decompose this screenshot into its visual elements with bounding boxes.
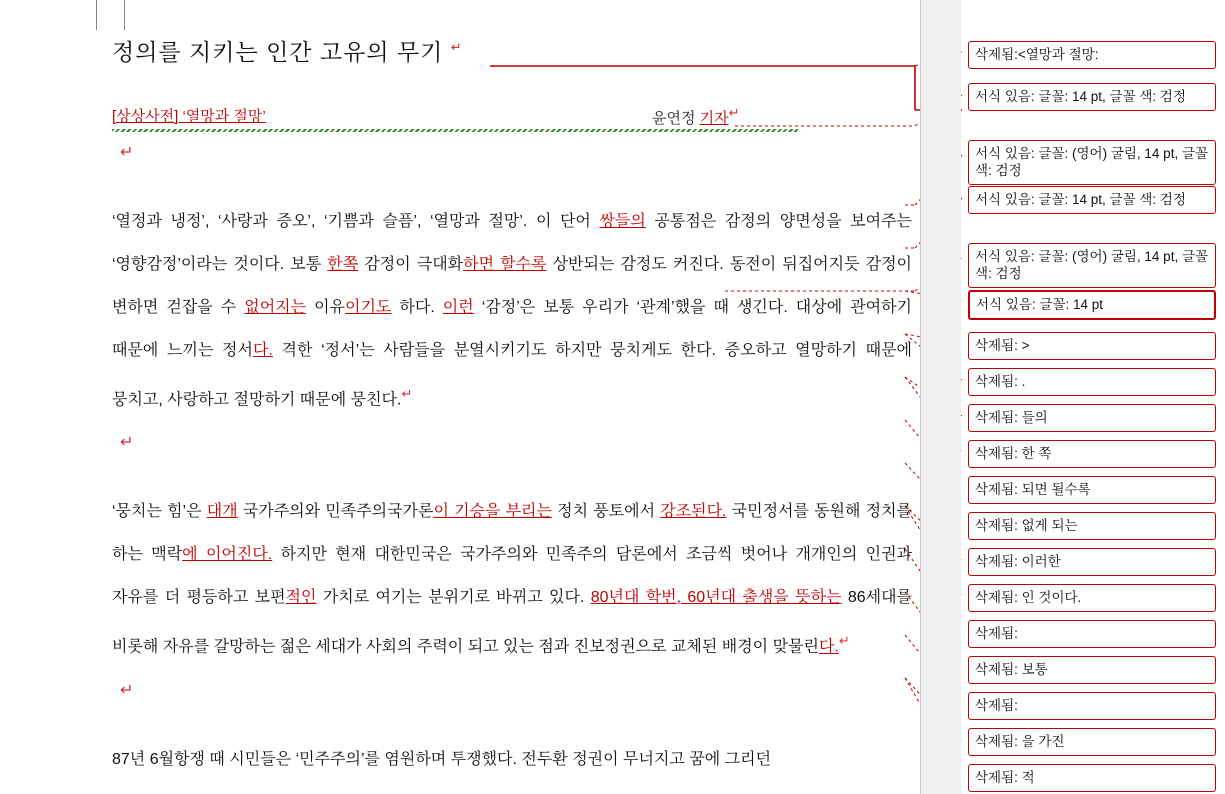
paragraph-mark-icon: ↵ bbox=[401, 386, 413, 401]
body-text: 공통점은 감정의 양면성을 보여주는 ‘영향감정’이라는 것이다. 보통 bbox=[112, 213, 912, 273]
revision-balloon-text: 없게 되는 bbox=[1017, 518, 1078, 533]
revision-balloon[interactable] bbox=[968, 476, 1216, 504]
revision-balloon-label: 삭제됨: bbox=[975, 518, 1018, 533]
inserted-text: 이 기승을 부리는 bbox=[433, 503, 552, 521]
revision-balloon[interactable] bbox=[968, 656, 1216, 684]
revision-balloon-text: > bbox=[1017, 338, 1030, 353]
revision-balloon-list[interactable] bbox=[962, 0, 1225, 794]
revision-balloon-label: 서식 있음: bbox=[975, 192, 1035, 207]
markup-area-band bbox=[921, 0, 961, 794]
inserted-text: 하면 할수록 bbox=[463, 256, 547, 273]
inserted-text: 다. bbox=[818, 638, 839, 656]
body-text: 감정이 극대화 bbox=[358, 256, 464, 273]
inserted-text: 대개 bbox=[206, 503, 238, 521]
revision-balloon[interactable] bbox=[968, 186, 1216, 214]
body-text: 이유 bbox=[306, 299, 346, 316]
byline-author-name: 윤연정 bbox=[652, 110, 700, 127]
body-text: 국민정서를 동원해 정치를 하는 맥락 bbox=[112, 503, 913, 564]
paragraph-mark-icon: ↵ bbox=[728, 105, 740, 120]
revision-balloon-label: 삭제됨: bbox=[975, 554, 1018, 569]
revision-balloon[interactable] bbox=[968, 440, 1216, 468]
revision-balloon-label: 삭제됨: bbox=[975, 626, 1018, 641]
revision-balloon-text: 이러한 bbox=[1017, 554, 1061, 569]
revision-balloon[interactable] bbox=[968, 140, 1216, 185]
paragraph-mark-icon: ↵ bbox=[450, 39, 463, 55]
inserted-text: 없어지는 bbox=[244, 299, 307, 316]
inserted-text: 이기도 bbox=[345, 299, 392, 316]
inserted-text: 쌍들의 bbox=[599, 213, 646, 230]
revision-balloon[interactable] bbox=[968, 404, 1216, 432]
revision-balloon-text: 글꼴: (영어) 굴림, 14 pt, 글꼴 색: 검정 bbox=[975, 146, 1209, 178]
revision-balloon-label: 서식 있음: bbox=[976, 297, 1036, 312]
revision-balloon-text: 적 bbox=[1017, 770, 1035, 785]
inserted-text: 에 이어진다. bbox=[182, 546, 273, 564]
revision-balloon-label: 삭제됨: bbox=[975, 662, 1018, 677]
revision-balloon[interactable] bbox=[968, 243, 1216, 288]
revision-balloon-text: 되면 될수록 bbox=[1017, 482, 1091, 497]
margin-mark-right-vertical bbox=[124, 0, 125, 30]
revision-balloon-label: 삭제됨: bbox=[975, 47, 1018, 62]
revision-balloon-label: 서식 있음: bbox=[975, 146, 1035, 161]
body-text: 상반되는 감정도 커진다. 동전이 뒤집어지듯 감정이 변하면 걷잡을 수 bbox=[112, 256, 912, 316]
body-text: ‘열정과 냉정’, ‘사랑과 증오’, ‘기쁨과 슬픔’, ‘열망과 절망’. 이 단어 bbox=[112, 213, 600, 230]
revision-balloon[interactable] bbox=[968, 83, 1216, 111]
margin-mark-left-vertical bbox=[96, 0, 97, 30]
revision-balloon-text: 글꼴: 14 pt, 글꼴 색: 검정 bbox=[1034, 192, 1186, 207]
body-text: 하지만 현재 대한민국은 국가주의와 민족주의 담론에서 조금씩 벗어나 개개인의 인권과 자유를 더 평등하고 보편 bbox=[112, 546, 912, 607]
inserted-text: 적인 bbox=[285, 589, 317, 607]
page-title bbox=[112, 34, 912, 71]
byline-author bbox=[652, 105, 740, 128]
inserted-text: 강조된다. bbox=[660, 503, 727, 521]
page-title-text: 정의를 지키는 인간 고유의 무기 bbox=[112, 39, 444, 65]
revision-balloon-label: 삭제됨: bbox=[975, 698, 1018, 713]
byline-author-role: 기자 bbox=[699, 110, 729, 127]
revision-balloon-text: 을 가진 bbox=[1017, 734, 1065, 749]
empty-paragraph: ↵ bbox=[120, 681, 134, 699]
body-text: 86세대를 비롯해 자유를 갈망하는 젊은 세대가 사회의 주력이 되고 있는 점과 진보정권으로 교체된 배경이 맞물린 bbox=[112, 589, 912, 656]
inserted-text: 이런 bbox=[442, 299, 474, 316]
body-text: ‘뭉치는 힘’은 bbox=[112, 503, 207, 521]
body-text: 87년 6월항쟁 때 시민들은 ‘민주주의’를 염원하며 투쟁했다. 전두환 정권이 무너지고 꿈에 그리던 bbox=[112, 750, 772, 768]
paragraph-2[interactable] bbox=[112, 490, 912, 668]
revision-balloon-label: 삭제됨: bbox=[975, 590, 1018, 605]
revision-balloon[interactable] bbox=[968, 332, 1216, 360]
revision-balloon-label: 삭제됨: bbox=[975, 446, 1018, 461]
revision-balloon-text: 들의 bbox=[1017, 410, 1048, 425]
revision-balloon-text: 인 것이다. bbox=[1017, 590, 1082, 605]
revision-balloon[interactable] bbox=[968, 290, 1216, 320]
revision-balloon[interactable] bbox=[968, 764, 1216, 792]
revision-balloon-text: 보통 bbox=[1017, 662, 1048, 677]
body-text: 정치 풍토에서 bbox=[551, 503, 661, 521]
body-text: 가치로 여기는 분위기로 바뀌고 있다. bbox=[316, 589, 591, 607]
inserted-text: 다. bbox=[252, 342, 273, 359]
empty-paragraph: ↵ bbox=[120, 144, 134, 161]
revision-balloon[interactable] bbox=[968, 368, 1216, 396]
body-text: 국가주의와 민족주의국가론 bbox=[237, 503, 434, 521]
revision-balloon-label: 삭제됨: bbox=[975, 374, 1018, 389]
revision-balloon-label: 삭제됨: bbox=[975, 482, 1018, 497]
paragraph-mark-icon: ↵ bbox=[838, 633, 850, 649]
revision-balloon[interactable] bbox=[968, 692, 1216, 720]
paragraph-3[interactable] bbox=[112, 738, 912, 781]
document-text-column[interactable] bbox=[112, 34, 912, 781]
revision-balloon-label: 삭제됨: bbox=[975, 734, 1018, 749]
revision-balloon-label: 서식 있음: bbox=[975, 249, 1035, 264]
revision-balloon-label: 서식 있음: bbox=[975, 89, 1035, 104]
inserted-text: 한쪽 bbox=[327, 256, 359, 273]
revision-balloon-text: 글꼴: 14 pt bbox=[1035, 297, 1104, 312]
revision-balloon-label: 삭제됨: bbox=[975, 410, 1018, 425]
byline bbox=[112, 105, 912, 131]
body-text: ‘감정’은 보통 우리가 ‘관계’했을 때 생긴다. 대상에 관여하기 때문에 느끼는 정서 bbox=[112, 299, 913, 359]
byline-source: [상상사전] ‘열망과 절망’ bbox=[112, 108, 266, 125]
revision-balloon-text: 한 쪽 bbox=[1017, 446, 1052, 461]
revision-balloon-text: 글꼴: (영어) 굴림, 14 pt, 글꼴 색: 검정 bbox=[975, 249, 1209, 281]
body-text: 격한 ‘정서’는 사람들을 분열시키기도 하지만 뭉치게도 한다. 증오하고 열망하기 때문에 뭉치고, 사랑하고 절망하기 때문에 뭉친다. bbox=[112, 342, 912, 409]
inserted-text: 80년대 학번, 60년대 출생을 뜻하는 bbox=[590, 589, 842, 607]
body-text: 하다. bbox=[391, 299, 443, 316]
revision-balloon[interactable] bbox=[968, 728, 1216, 756]
revision-balloon[interactable] bbox=[968, 41, 1216, 69]
revision-balloon[interactable] bbox=[968, 512, 1216, 540]
revision-balloon-label: 삭제됨: bbox=[975, 338, 1018, 353]
revision-balloon[interactable] bbox=[968, 548, 1216, 576]
revision-balloon[interactable] bbox=[968, 620, 1216, 648]
revision-balloon[interactable] bbox=[968, 584, 1216, 612]
grammar-underline bbox=[112, 129, 798, 132]
paragraph-1[interactable] bbox=[112, 200, 912, 421]
revision-balloon-label: 삭제됨: bbox=[975, 770, 1018, 785]
revision-balloon-text: 글꼴: 14 pt, 글꼴 색: 검정 bbox=[1034, 89, 1186, 104]
revision-balloon-text: . bbox=[1017, 374, 1026, 389]
revision-balloon-text: <열망과 절망: bbox=[1017, 47, 1099, 62]
empty-paragraph: ↵ bbox=[120, 434, 134, 452]
